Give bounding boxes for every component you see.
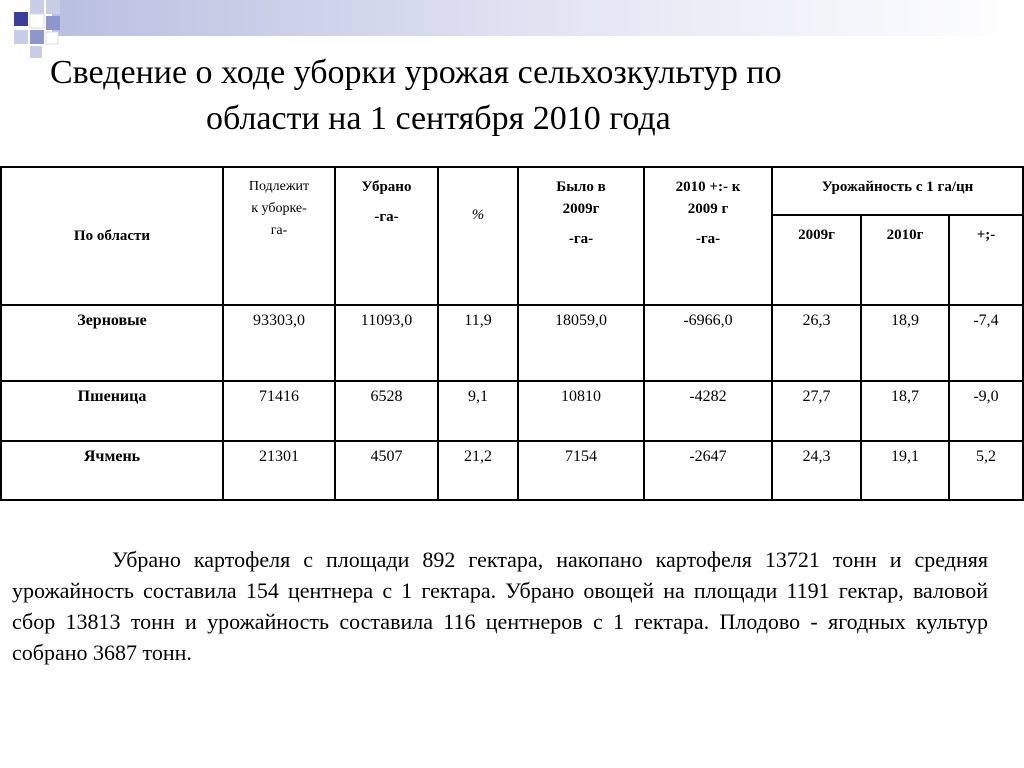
- harvest-table: [0, 166, 1024, 501]
- cell-percent: 9,1: [438, 381, 518, 441]
- cell-harvested: 4507: [335, 441, 438, 500]
- cell-was-2009: 10810: [518, 381, 644, 441]
- deco-square-mid-1: [46, 16, 60, 30]
- header-was-line3: -га-: [568, 231, 594, 247]
- cell-diff: -4282: [644, 381, 772, 441]
- title-line-1: Сведение о ходе уборки урожая сельхозкультур по: [50, 54, 782, 91]
- cell-yield-2010: 18,9: [861, 305, 949, 381]
- header-diff: [644, 167, 772, 305]
- table-row: [1, 381, 1023, 441]
- table-row: [1, 305, 1023, 381]
- cell-yield-2010: 18,7: [861, 381, 949, 441]
- row-name: Пшеница: [1, 381, 223, 441]
- cell-yield-2009: 26,3: [772, 305, 861, 381]
- cell-yield-diff: -7,4: [949, 305, 1023, 381]
- cell-percent: 11,9: [438, 305, 518, 381]
- header-planned-line3: га-: [270, 223, 288, 238]
- header-harvested: [335, 167, 438, 305]
- cell-harvested: 6528: [335, 381, 438, 441]
- cell-was-2009: 7154: [518, 441, 644, 500]
- header-diff-line2: 2009 г: [687, 201, 729, 217]
- cell-planned: 21301: [223, 441, 335, 500]
- deco-square-light-2: [46, 0, 60, 14]
- row-name: Зерновые: [1, 305, 223, 381]
- deco-square-mid-2: [30, 30, 44, 44]
- header-yield-diff: +;-: [949, 215, 1023, 305]
- deco-square-light-1: [30, 0, 44, 14]
- header-harvested-line2: -га-: [374, 209, 399, 225]
- header-planned-line2: к уборке-: [251, 201, 307, 216]
- header-planned-line1: Подлежит: [248, 179, 310, 194]
- summary-paragraph: Убрано картофеля с площади 892 гектара, накопано картофеля 13721 тонн и средняя урожайность составила 154 центнера с 1 гектара. Убрано овощей на площади 1191 гектар, валовой сбор 13813 тонн и урожайность составила 116 центнеров с 1 гектара. Плодово - ягодных культур собрано 3687 тонн.: [12, 547, 988, 665]
- title-line-2: области на 1 сентября 2010 года: [206, 100, 671, 137]
- cell-harvested: 11093,0: [335, 305, 438, 381]
- cell-yield-diff: -9,0: [949, 381, 1023, 441]
- table-row: [1, 441, 1023, 500]
- cell-planned: 71416: [223, 381, 335, 441]
- header-harvested-line1: Убрано: [361, 179, 412, 195]
- header-row-1: [1, 167, 1023, 215]
- header-diff-line1: 2010 +:- к: [675, 179, 741, 195]
- header-gradient-bar: [52, 0, 1024, 36]
- row-name: Ячмень: [1, 441, 223, 500]
- cell-diff: -6966,0: [644, 305, 772, 381]
- header-percent: %: [438, 167, 518, 305]
- cell-yield-2009: 27,7: [772, 381, 861, 441]
- cell-was-2009: 18059,0: [518, 305, 644, 381]
- header-yield: Урожайность с 1 га/цн: [772, 167, 1023, 215]
- header-yield-2010: 2010г: [861, 215, 949, 305]
- deco-square-light-3: [14, 30, 28, 44]
- cell-yield-diff: 5,2: [949, 441, 1023, 500]
- header-was-line2: 2009г: [562, 201, 600, 217]
- cell-yield-2010: 19,1: [861, 441, 949, 500]
- header-was-line1: Было в: [556, 179, 606, 195]
- deco-square-light-4: [30, 46, 42, 58]
- cell-diff: -2647: [644, 441, 772, 500]
- header-yield-2009: 2009г: [772, 215, 861, 305]
- header-region: По области: [1, 167, 223, 305]
- deco-square-white-2: [46, 32, 58, 44]
- deco-square-white-1: [30, 14, 44, 28]
- header-diff-line3: -га-: [695, 231, 721, 247]
- header-planned: [223, 167, 335, 305]
- cell-planned: 93303,0: [223, 305, 335, 381]
- cell-yield-2009: 24,3: [772, 441, 861, 500]
- header-was-2009: [518, 167, 644, 305]
- cell-percent: 21,2: [438, 441, 518, 500]
- deco-square-dark-1: [14, 12, 28, 26]
